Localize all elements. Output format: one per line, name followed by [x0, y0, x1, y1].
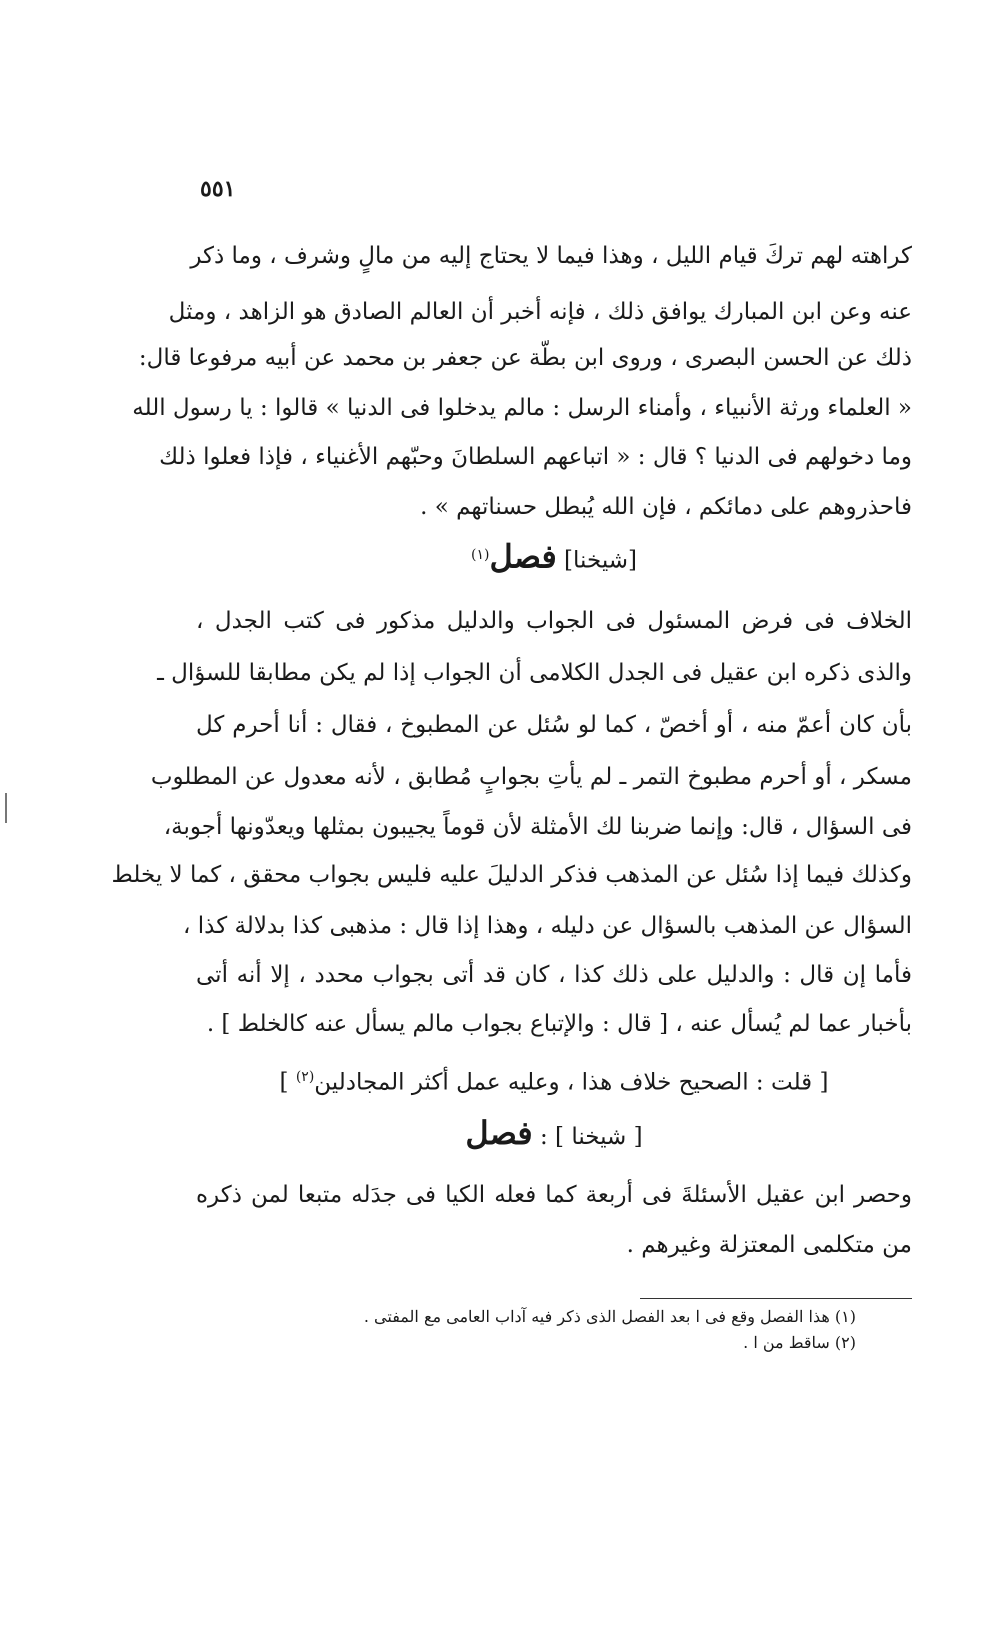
body-line: بأن كان أعمّ منه ، أو أخصّ ، كما لو سُئل عن المطبوخ ، فقال : أنا أحرم كل	[196, 712, 912, 738]
body-line: وما دخولهم فى الدنيا ؟ قال : « اتباعهم السلطانَ وحبّهم الأغنياء ، فإذا فعلوا ذلك	[159, 444, 912, 470]
section-heading	[196, 1114, 912, 1152]
body-line: عنه وعن ابن المبارك يوافق ذلك ، فإنه أخبر أن العالم الصادق هو الزاهد ، ومثل	[168, 299, 912, 325]
body-line: مسكر ، أو أحرم مطبوخ التمر ـ لم يأتِ بجوابٍ مُطابق ، لأنه معدول عن المطلوب	[150, 764, 912, 790]
body-line: ذلك عن الحسن البصرى ، وروى ابن بطّة عن جعفر بن محمد عن أبيه مرفوعا قال:	[138, 345, 912, 371]
body-line: والذى ذكره ابن عقيل فى الجدل الكلامى أن الجواب إذا لم يكن مطابقا للسؤال ـ	[157, 660, 912, 686]
heading-prefix: [ شيخنا ] :	[539, 1124, 643, 1150]
body-line: « العلماء ورثة الأنبياء ، وأمناء الرسل : مالم يدخلوا فى الدنيا » قالوا : يا رسول الله	[132, 395, 912, 421]
page-number: ٥٥١	[200, 176, 236, 202]
body-line: السؤال عن المذهب بالسؤال عن دليله ، وهذا إذا قال : مذهبى كذا بدلالة كذا ،	[183, 913, 912, 939]
closing-remark	[196, 1062, 912, 1098]
footnote-ref: (٢)	[295, 1069, 315, 1085]
body-line: الخلاف فى فرض المسئول فى الجواب والدليل مذكور فى كتب الجدل ،	[196, 608, 912, 634]
closing-text: [ قلت : الصحيح خلاف هذا ، وعليه عمل أكثر المجادلين	[314, 1069, 829, 1096]
body-line: وكذلك فيما إذا سُئل عن المذهب فذكر الدليلَ عليه فليس بجواب محقق ، كما لا يخلط	[111, 862, 912, 888]
footnote: (٢) ساقط من ا .	[743, 1333, 856, 1352]
heading-title: فصل	[465, 1114, 533, 1152]
body-line: من متكلمى المعتزلة وغيرهم .	[626, 1232, 912, 1258]
body-line: وحصر ابن عقيل الأسئلةَ فى أربعة كما فعله الكيا فى جدَله متبعا لمن ذكره	[196, 1182, 912, 1208]
footnote-separator	[640, 1298, 912, 1299]
body-line: بأخبار عما لم يُسأل عنه ، [ قال : والإتباع بجواب مالم يسأل عنه كالخلط ] .	[206, 1011, 912, 1037]
footnote-ref: (١)	[470, 547, 490, 563]
closing-bracket: ]	[279, 1069, 289, 1096]
section-heading	[196, 537, 912, 576]
heading-title: فصل	[489, 537, 557, 576]
body-line: فأما إن قال : والدليل على ذلك كذا ، كان قد أتى بجواب محدد ، إلا أنه أتى	[196, 962, 912, 988]
heading-prefix: [شيخنا]	[564, 547, 637, 574]
scan-mark	[5, 793, 7, 823]
footnote: (١) هذا الفصل وقع فى ا بعد الفصل الذى ذكر فيه آداب العامى مع المفتى .	[363, 1307, 856, 1326]
body-line: فى السؤال ، قال: وإنما ضربنا لك الأمثلة لأن قوماً يجيبون بمثلها ويعدّونها أجوبة،	[163, 814, 912, 840]
body-line: فاحذروهم على دمائكم ، فإن الله يُبطل حسناتهم » .	[420, 494, 912, 520]
body-line: كراهته لهم تركَ قيام الليل ، وهذا فيما لا يحتاج إليه من مالٍ وشرف ، وما ذكر	[190, 243, 912, 269]
